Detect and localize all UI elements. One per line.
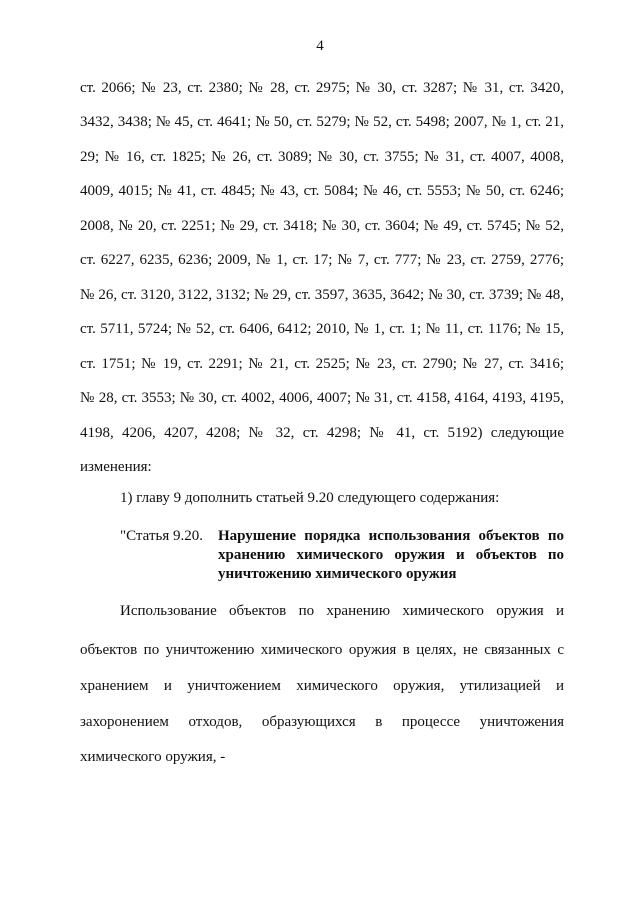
body-line: хранением и уничтожением химического оружия, утилизацией и	[80, 678, 564, 694]
article-title-line: уничтожению химического оружия	[218, 566, 457, 582]
body-line: химического оружия, -	[80, 749, 226, 765]
list-item-1: 1) главу 9 дополнить статьей 9.20 следующего содержания:	[120, 490, 500, 506]
intro-line: изменения:	[80, 459, 152, 475]
intro-line: ст. 6227, 6235, 6236; 2009, № 1, ст. 17; № 7, ст. 777; № 23, ст. 2759, 2776;	[80, 252, 564, 268]
intro-line: ст. 2066; № 23, ст. 2380; № 28, ст. 2975; № 30, ст. 3287; № 31, ст. 3420,	[80, 80, 564, 96]
intro-line: № 28, ст. 3553; № 30, ст. 4002, 4006, 4007; № 31, ст. 4158, 4164, 4193, 4195,	[80, 390, 564, 406]
intro-line: № 26, ст. 3120, 3122, 3132; № 29, ст. 3597, 3635, 3642; № 30, ст. 3739; № 48,	[80, 287, 564, 303]
body-line: захоронением отходов, образующихся в процессе уничтожения	[80, 714, 564, 730]
body-line: Использование объектов по хранению химического оружия и	[120, 603, 564, 619]
intro-line: ст. 1751; № 19, ст. 2291; № 21, ст. 2525; № 23, ст. 2790; № 27, ст. 3416;	[80, 356, 564, 372]
article-title-line: хранению химического оружия и объектов по	[218, 547, 564, 563]
article-title-line: Нарушение порядка использования объектов по	[218, 528, 564, 544]
page-number: 4	[316, 38, 324, 54]
intro-line: 4009, 4015; № 41, ст. 4845; № 43, ст. 5084; № 46, ст. 5553; № 50, ст. 6246;	[80, 183, 564, 199]
body-line: объектов по уничтожению химического оружия в целях, не связанных с	[80, 642, 564, 658]
intro-line: 2008, № 20, ст. 2251; № 29, ст. 3418; № 30, ст. 3604; № 49, ст. 5745; № 52,	[80, 218, 564, 234]
intro-line: 4198, 4206, 4207, 4208; № 32, ст. 4298; № 41, ст. 5192) следующие	[80, 425, 564, 441]
article-title	[218, 527, 564, 584]
intro-line: ст. 5711, 5724; № 52, ст. 6406, 6412; 2010, № 1, ст. 1; № 11, ст. 1176; № 15,	[80, 321, 564, 337]
intro-line: 3432, 3438; № 45, ст. 4641; № 50, ст. 5279; № 52, ст. 5498; 2007, № 1, ст. 21,	[80, 114, 564, 130]
intro-line: 29; № 16, ст. 1825; № 26, ст. 3089; № 30, ст. 3755; № 31, ст. 4007, 4008,	[80, 149, 564, 165]
article-label: "Статья 9.20.	[120, 528, 203, 544]
